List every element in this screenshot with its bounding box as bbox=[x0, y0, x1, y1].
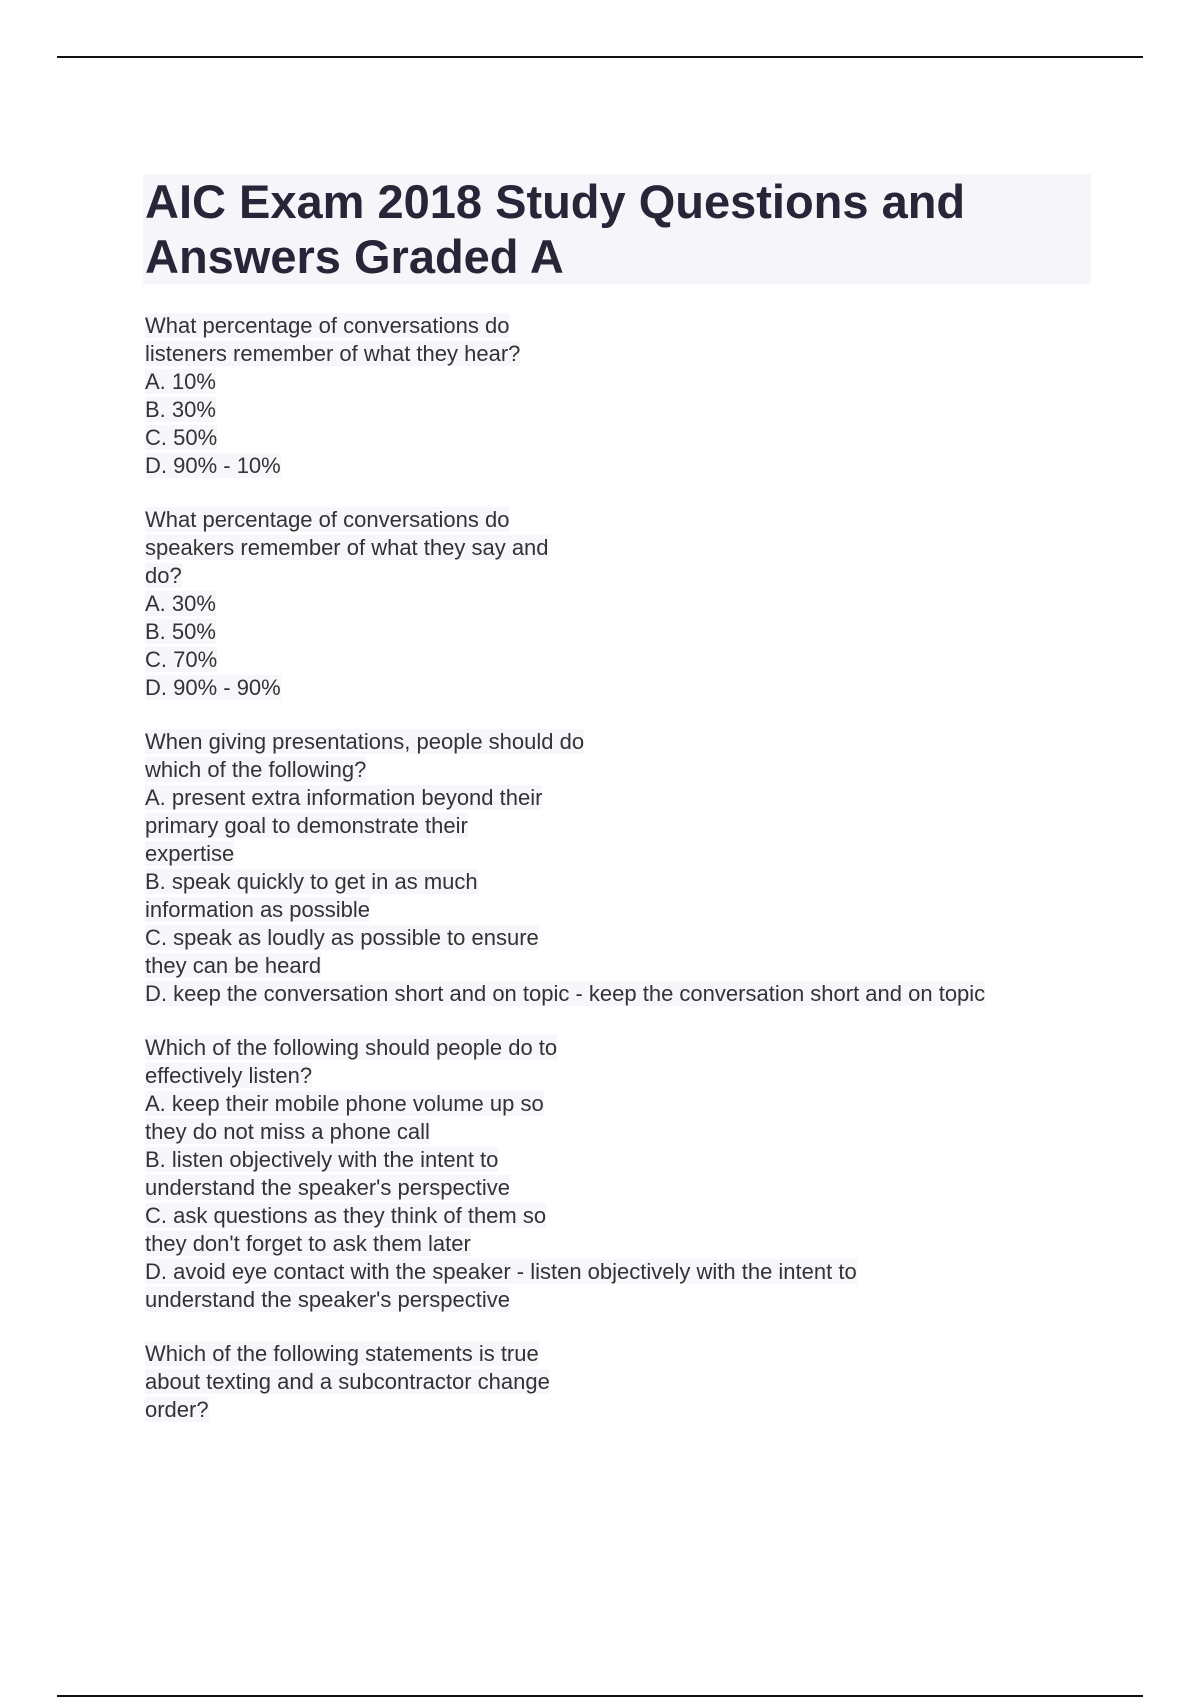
title-line: AIC Exam 2018 Study Questions and bbox=[145, 175, 966, 228]
answer-option: understand the speaker's perspective bbox=[145, 1287, 510, 1312]
bottom-rule bbox=[57, 1695, 1143, 1697]
question-line: listeners remember of what they hear? bbox=[145, 341, 521, 366]
answer-option: A. 30% bbox=[145, 591, 216, 616]
answer-option: A. 10% bbox=[145, 369, 216, 394]
answer-option: primary goal to demonstrate their bbox=[145, 813, 468, 838]
question-line: Which of the following statements is true bbox=[145, 1341, 539, 1366]
question-block bbox=[145, 728, 1105, 1008]
document-title bbox=[145, 174, 1091, 284]
answer-option: D. 90% - 90% bbox=[145, 675, 281, 700]
question-line: order? bbox=[145, 1397, 209, 1422]
answer-option: B. speak quickly to get in as much bbox=[145, 869, 478, 894]
top-rule bbox=[57, 56, 1143, 58]
answer-option: A. keep their mobile phone volume up so bbox=[145, 1091, 544, 1116]
question-list bbox=[145, 312, 1105, 1450]
title-line: Answers Graded A bbox=[145, 230, 564, 283]
answer-option: D. 90% - 10% bbox=[145, 453, 281, 478]
question-block bbox=[145, 506, 1105, 702]
answer-option: understand the speaker's perspective bbox=[145, 1175, 510, 1200]
answer-option: they don't forget to ask them later bbox=[145, 1231, 471, 1256]
answer-option: C. 50% bbox=[145, 425, 218, 450]
answer-option: D. avoid eye contact with the speaker - listen objectively with the intent to bbox=[145, 1259, 857, 1284]
question-line: do? bbox=[145, 563, 182, 588]
question-line: which of the following? bbox=[145, 757, 367, 782]
answer-option: B. 50% bbox=[145, 619, 216, 644]
answer-option: C. 70% bbox=[145, 647, 218, 672]
question-line: When giving presentations, people should do bbox=[145, 729, 585, 754]
answer-option: expertise bbox=[145, 841, 235, 866]
question-line: about texting and a subcontractor change bbox=[145, 1369, 550, 1394]
answer-option: B. listen objectively with the intent to bbox=[145, 1147, 499, 1172]
question-line: effectively listen? bbox=[145, 1063, 313, 1088]
question-line: speakers remember of what they say and bbox=[145, 535, 549, 560]
answer-option: B. 30% bbox=[145, 397, 216, 422]
question-line: What percentage of conversations do bbox=[145, 507, 510, 532]
title-block bbox=[143, 174, 1091, 284]
answer-option: they can be heard bbox=[145, 953, 322, 978]
question-block bbox=[145, 312, 1105, 480]
answer-option: C. speak as loudly as possible to ensure bbox=[145, 925, 539, 950]
question-line: Which of the following should people do to bbox=[145, 1035, 558, 1060]
question-line: What percentage of conversations do bbox=[145, 313, 510, 338]
question-block bbox=[145, 1340, 1105, 1424]
answer-option: information as possible bbox=[145, 897, 371, 922]
answer-option: A. present extra information beyond their bbox=[145, 785, 543, 810]
question-block bbox=[145, 1034, 1105, 1314]
answer-option: C. ask questions as they think of them so bbox=[145, 1203, 547, 1228]
answer-option: they do not miss a phone call bbox=[145, 1119, 430, 1144]
answer-option: D. keep the conversation short and on topic - keep the conversation short and on topic bbox=[145, 981, 986, 1006]
